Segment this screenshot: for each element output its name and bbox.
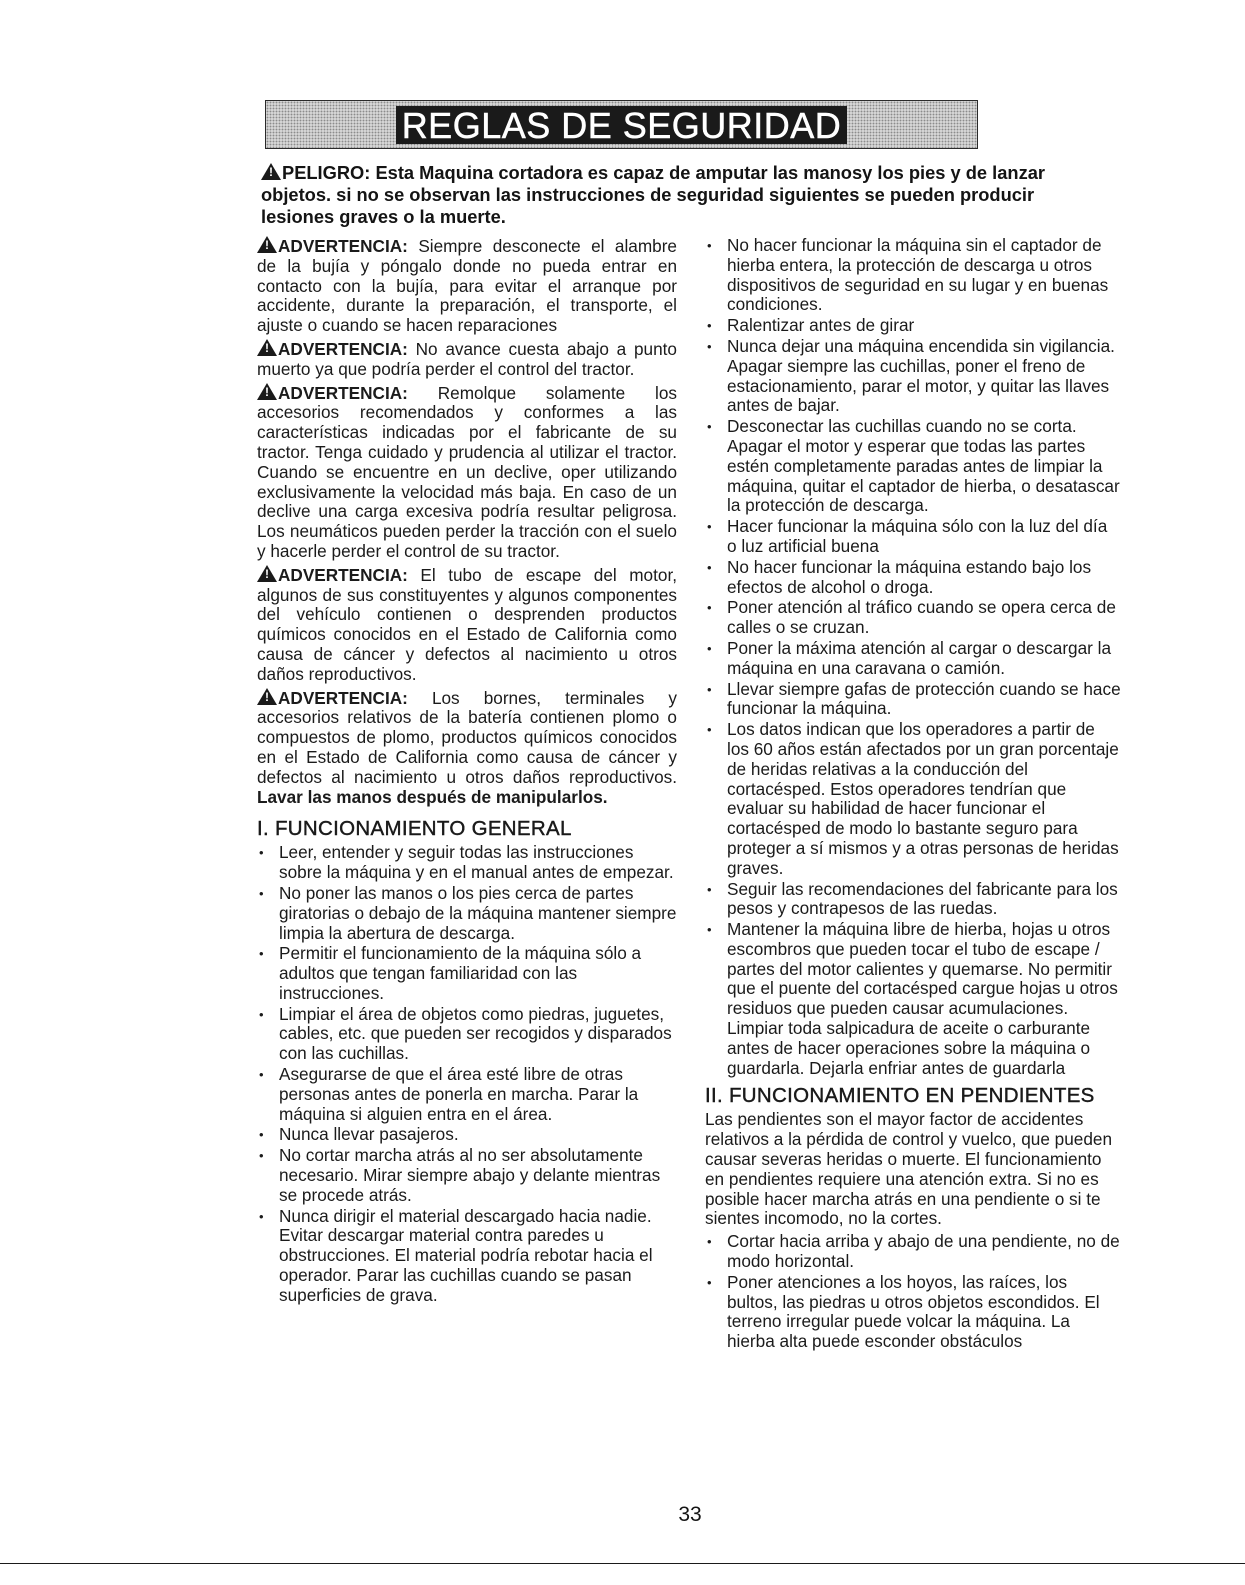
list-item: • Hacer funcionar la máquina sólo con la luz del día o luz artificial buena bbox=[705, 517, 1121, 557]
list-item: • Asegurarse de que el área esté libre de otras personas antes de ponerla en marcha. Parar la máquina si alguien entra en el área. bbox=[257, 1065, 677, 1124]
list-item: • Leer, entender y seguir todas las instrucciones sobre la máquina y en el manual antes de empezar. bbox=[257, 843, 677, 883]
danger-label: PELIGRO: bbox=[282, 162, 371, 183]
danger-notice bbox=[261, 162, 1106, 228]
page-number: 33 bbox=[678, 1503, 702, 1526]
danger-text: Esta Maquina cortadora es capaz de amputar las manosy los pies y de lanzar objetos. si no se observan las instrucciones de seguridad siguientes se pueden producir lesiones graves o la muerte. bbox=[261, 162, 1046, 227]
warning-label: ADVERTENCIA: bbox=[278, 687, 408, 708]
list-item: • Poner la máxima atención al cargar o descargar la máquina en una caravana o camión. bbox=[705, 639, 1121, 679]
warning-label: ADVERTENCIA: bbox=[278, 338, 408, 359]
warning-triangle-icon bbox=[257, 688, 277, 705]
warning-paragraph bbox=[257, 339, 677, 380]
warning-paragraph bbox=[257, 383, 677, 562]
warning-triangle-icon bbox=[257, 339, 277, 356]
section-banner bbox=[265, 100, 978, 149]
general-rules-list-continued bbox=[705, 236, 1121, 1078]
list-item: • No cortar marcha atrás al no ser absolutamente necesario. Mirar siempre abajo y delante mientras se procede atrás. bbox=[257, 1146, 677, 1205]
left-column bbox=[257, 236, 677, 1307]
warning-text: Remolque solamente los accesorios recomendados y conformes a las características indicadas por el fabricante de su tractor. Tenga cuidado y prudencia al utilizar el tractor. Cuando se encuentre en un declive, oper utilizando exclusivamente la velocidad más baja. En caso de un declive una carga excesiva podría resultar peligrosa. Los neumáticos pueden perder la tracción con el suelo y hacerle perder el control de su tractor. bbox=[257, 382, 677, 561]
warning-triangle-icon bbox=[257, 383, 277, 400]
slopes-rules-list bbox=[705, 1232, 1121, 1352]
general-rules-list bbox=[257, 843, 677, 1305]
list-item: • Desconectar las cuchillas cuando no se corta. Apagar el motor y esperar que todas las partes estén completamente paradas antes de limpiar la máquina, quitar el captador de hierba, o desatascar la protección de descarga. bbox=[705, 417, 1121, 516]
list-item: • Limpiar el área de objetos como piedras, juguetes, cables, etc. que pueden ser recogidos y disparados con las cuchillas. bbox=[257, 1005, 677, 1064]
list-item: • Permitir el funcionamiento de la máquina sólo a adultos que tengan familiaridad con las instrucciones. bbox=[257, 944, 677, 1003]
list-item: • Los datos indican que los operadores a partir de los 60 años están afectados por un gran porcentaje de heridas relativas a la conducción del cortacésped. Estos operadores tendrían que evaluar su habilidad de hacer funcionar el cortacésped de modo lo bastante seguro para proteger a sí mismos y a otras personas de heridas graves. bbox=[705, 720, 1121, 878]
warning-text: Siempre desconecte el alambre de la bujía y póngalo donde no pueda entrar en contacto con la bujía, para evitar el arranque por accidente, durante la preparación, el transporte, el ajuste o cuando se hacen reparaciones bbox=[257, 236, 677, 336]
list-item: • No hacer funcionar la máquina sin el captador de hierba entera, la protección de descarga u otros dispositivos de seguridad en su lugar y en buenas condiciones. bbox=[705, 236, 1121, 315]
section-heading-slopes: II. FUNCIONAMIENTO EN PENDIENTES bbox=[705, 1084, 1095, 1108]
list-item: • Cortar hacia arriba y abajo de una pendiente, no de modo horizontal. bbox=[705, 1232, 1121, 1272]
list-item: • Nunca llevar pasajeros. bbox=[257, 1125, 677, 1145]
warning-paragraph bbox=[257, 688, 677, 808]
banner-title: REGLAS DE SEGURIDAD bbox=[396, 106, 848, 144]
list-item: • Llevar siempre gafas de protección cuando se hace funcionar la máquina. bbox=[705, 680, 1121, 720]
list-item: • No poner las manos o los pies cerca de partes giratorias o debajo de la máquina mantener siempre limpia la abertura de descarga. bbox=[257, 884, 677, 943]
list-item: • Ralentizar antes de girar bbox=[705, 316, 1121, 336]
list-item: • Seguir las recomendaciones del fabricante para los pesos y contrapesos de las ruedas. bbox=[705, 880, 1121, 920]
warning-bold-tail: Lavar las manos después de manipularlos. bbox=[257, 786, 608, 807]
warning-text: No avance cuesta abajo a punto muerto ya que podría perder el control del tractor. bbox=[257, 338, 677, 379]
warning-text: Los bornes, terminales y accesorios relativos de la batería contienen plomo o compuestos de plomo, productos químicos conocidos en el Estado de California como causa de cáncer y defectos al nacimiento u otros daños reproductivos. bbox=[257, 687, 677, 787]
slopes-intro: Las pendientes son el mayor factor de accidentes relativos a la pérdida de control y vuelco, que pueden causar severas heridas o muerte. El funcionamiento en pendientes requiere una atención extra. Si no es posible hacer marcha atrás en una pendiente o si te sientes incomodo, no la cortes. bbox=[705, 1109, 1113, 1229]
warning-triangle-icon bbox=[257, 236, 277, 253]
list-item: • No hacer funcionar la máquina estando bajo los efectos de alcohol o droga. bbox=[705, 558, 1121, 598]
bottom-rule bbox=[0, 1563, 1245, 1564]
warning-label: ADVERTENCIA: bbox=[278, 564, 408, 585]
warning-text: El tubo de escape del motor, algunos de sus constituyentes y algunos componentes del vehículo contienen o desprenden productos químicos conocidos en el Estado de California como causa de cáncer y defectos al nacimiento u otros daños reproductivos. bbox=[257, 564, 677, 684]
section-heading-general: I. FUNCIONAMIENTO GENERAL bbox=[257, 817, 572, 841]
list-item: • Nunca dirigir el material descargado hacia nadie. Evitar descargar material contra paredes u obstrucciones. El material podría rebotar hacia el operador. Parar las cuchillas cuando se pasan superficies de grava. bbox=[257, 1207, 677, 1306]
warning-paragraph bbox=[257, 236, 677, 336]
right-column bbox=[705, 236, 1121, 1353]
warning-paragraph bbox=[257, 565, 677, 685]
list-item: • Nunca dejar una máquina encendida sin vigilancia. Apagar siempre las cuchillas, poner el freno de estacionamiento, parar el motor, y quitar las llaves antes de bajar. bbox=[705, 337, 1121, 416]
warning-label: ADVERTENCIA: bbox=[278, 382, 408, 403]
list-item: • Poner atención al tráfico cuando se opera cerca de calles o se cruzan. bbox=[705, 598, 1121, 638]
warning-label: ADVERTENCIA: bbox=[278, 236, 408, 256]
list-item: • Poner atenciones a los hoyos, las raíces, los bultos, las piedras u otros objetos escondidos. El terreno irregular puede volcar la máquina. La hierba alta puede esconder obstáculos bbox=[705, 1273, 1121, 1352]
list-item: • Mantener la máquina libre de hierba, hojas u otros escombros que pueden tocar el tubo de escape / partes del motor calientes y quemarse. No permitir que el puente del cortacésped cargue hojas u otros residuos que pueden causar acumulaciones. Limpiar toda salpicadura de aceite o carburante antes de hacer operaciones sobre la máquina o guardarla. Dejarla enfriar antes de guardarla bbox=[705, 920, 1121, 1078]
warning-triangle-icon bbox=[261, 163, 281, 180]
warning-triangle-icon bbox=[257, 565, 277, 582]
